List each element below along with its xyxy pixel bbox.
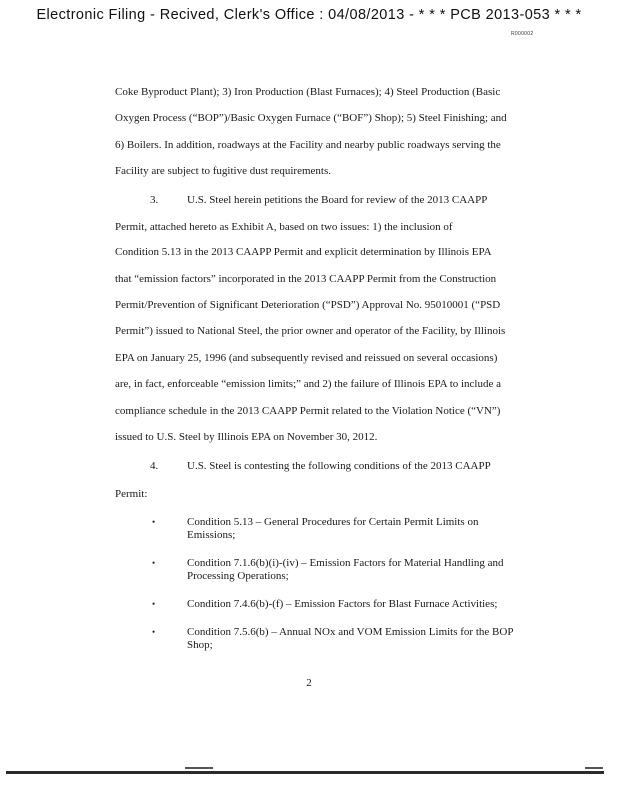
bullet-item-line: Condition 5.13 – General Procedures for Certain Permit Limits on xyxy=(187,516,479,528)
scan-mark xyxy=(185,767,213,769)
paragraph-3-line: compliance schedule in the 2013 CAAPP Permit related to the Violation Notice (“VN”) xyxy=(115,405,501,417)
scan-mark xyxy=(585,767,603,769)
bullet-item-line: Condition 7.5.6(b) – Annual NOx and VOM Emission Limits for the BOP xyxy=(187,626,514,638)
paragraph-3-line: that “emission factors” incorporated in the 2013 CAAPP Permit from the Construction xyxy=(115,273,497,285)
paragraph-4-line: U.S. Steel is contesting the following conditions of the 2013 CAAPP xyxy=(187,460,491,472)
paragraph-3-number: 3. xyxy=(150,194,159,206)
paragraph-3-line: U.S. Steel herein petitions the Board for review of the 2013 CAAPP xyxy=(187,194,488,206)
bullet-item-line: Condition 7.1.6(b)(i)-(iv) – Emission Factors for Material Handling and xyxy=(187,557,504,569)
paragraph-4-number: 4. xyxy=(150,460,159,472)
paragraph-3-line: Permit”) issued to National Steel, the prior owner and operator of the Facility, by Illinois xyxy=(115,325,506,337)
bullet-item-line: Processing Operations; xyxy=(187,570,289,582)
bullet-item-line: Shop; xyxy=(187,639,213,651)
body-line: Coke Byproduct Plant); 3) Iron Production (Blast Furnaces); 4) Steel Production (Basic xyxy=(115,86,501,98)
paragraph-4-line: Permit: xyxy=(115,488,148,500)
paragraph-3-line: are, in fact, enforceable “emission limits;” and 2) the failure of Illinois EPA to include a xyxy=(115,378,502,390)
document-stamp: R000002 xyxy=(511,31,534,37)
body-line: 6) Boilers. In addition, roadways at the Facility and nearby public roadways serving the xyxy=(115,139,501,151)
bullet-icon: • xyxy=(152,599,156,609)
paragraph-3-line: Permit, attached hereto as Exhibit A, based on two issues: 1) the inclusion of xyxy=(115,221,453,233)
bullet-icon: • xyxy=(152,517,156,527)
body-line: Facility are subject to fugitive dust requirements. xyxy=(115,165,331,177)
page-number: 2 xyxy=(306,677,312,689)
paragraph-3-line: Permit/Prevention of Significant Deterioration (“PSD”) Approval No. 95010001 (“PSD xyxy=(115,299,501,311)
bullet-item-line: Emissions; xyxy=(187,529,236,541)
paragraph-3-line: EPA on January 25, 1996 (and subsequently revised and reissued on several occasions) xyxy=(115,352,498,364)
electronic-filing-header: Electronic Filing - Recived, Clerk's Office : 04/08/2013 - * * * PCB 2013-053 * * * xyxy=(36,7,582,23)
paragraph-3-line: Condition 5.13 in the 2013 CAAPP Permit and explicit determination by Illinois EPA xyxy=(115,246,492,258)
body-line: Oxygen Process (“BOP”)/Basic Oxygen Furnace (“BOF”) Shop); 5) Steel Finishing; and xyxy=(115,112,507,124)
paragraph-3-line: issued to U.S. Steel by Illinois EPA on November 30, 2012. xyxy=(115,431,378,443)
bullet-icon: • xyxy=(152,627,156,637)
page-bottom-rule xyxy=(6,771,604,774)
bullet-item-line: Condition 7.4.6(b)-(f) – Emission Factors for Blast Furnace Activities; xyxy=(187,598,498,610)
bullet-icon: • xyxy=(152,558,156,568)
